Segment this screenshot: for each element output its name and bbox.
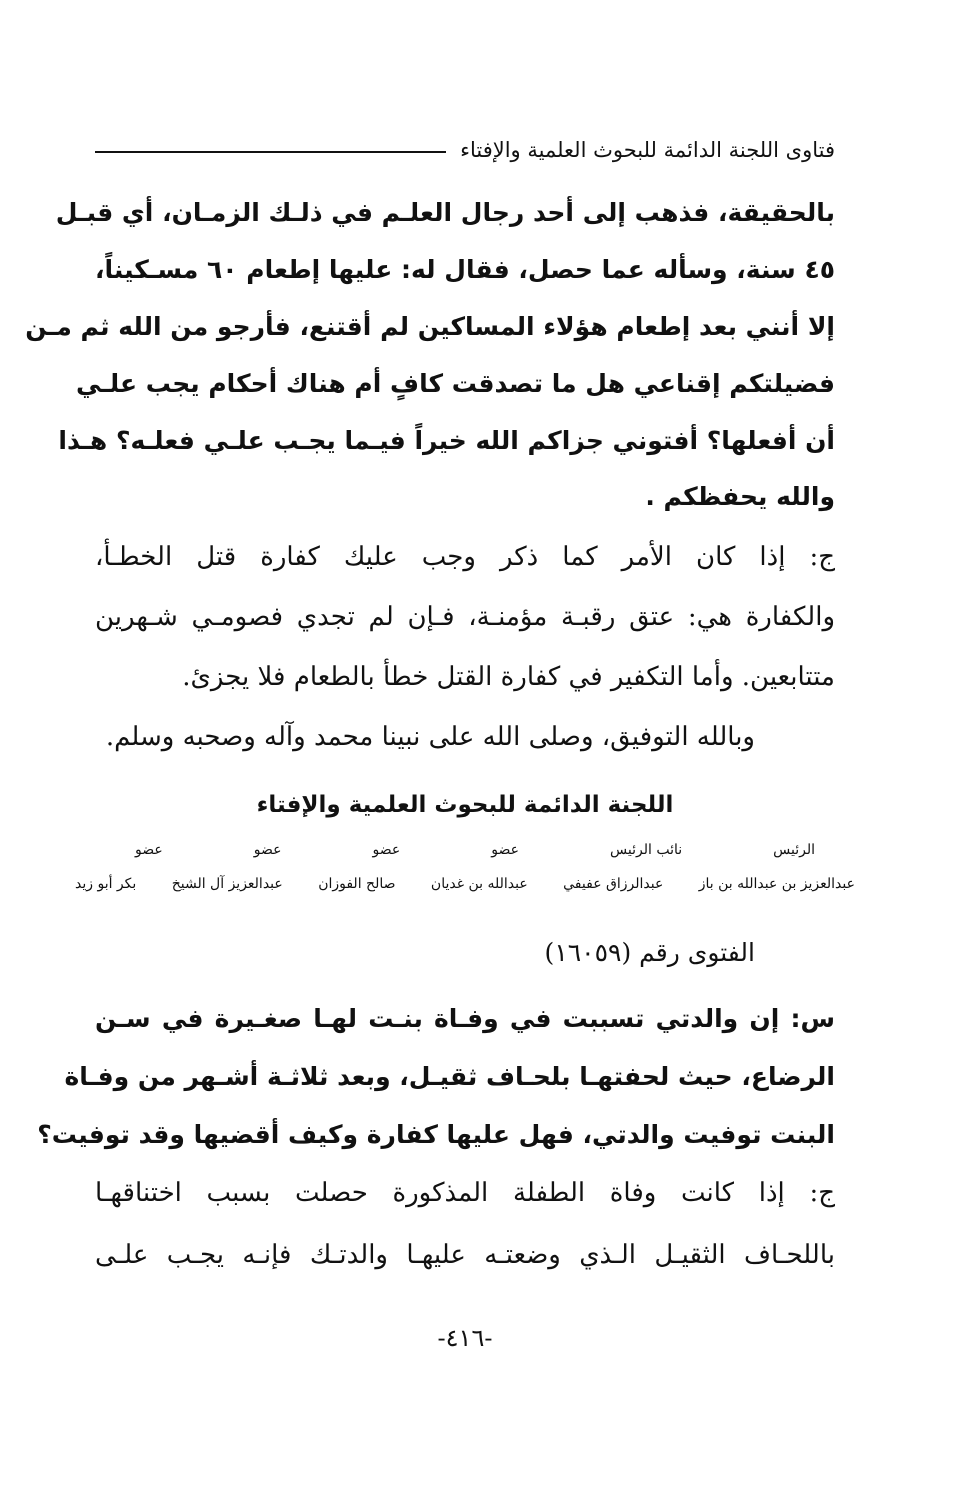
committee-members bbox=[75, 876, 855, 892]
answer-line: متتابعين. وأما التكفير في كفارة القتل خطأ بالطعام فلا يجزئ. bbox=[182, 662, 835, 692]
document-page bbox=[25, 120, 855, 1420]
page-number: -٤١٦- bbox=[437, 1324, 493, 1352]
question-line: والله يحفظكم . bbox=[645, 482, 835, 511]
member-name: بكر أبو زيد bbox=[75, 876, 137, 892]
question-line: س: إن والدتي تسببت في وفـاة بنـت لهـا صغـيرة في سـن bbox=[95, 1004, 835, 1033]
question-line: إلا أنني بعد إطعام هؤلاء المساكين لم أقتنع، فأرجو من الله ثم مـن bbox=[25, 312, 835, 341]
header-rule bbox=[95, 151, 446, 153]
answer-line: ج: إذا كانت وفاة الطفلة المذكورة حصلت بسبب اختناقهـا bbox=[95, 1178, 835, 1208]
running-header bbox=[95, 138, 835, 162]
member-name: عبدالعزيز آل الشيخ bbox=[171, 876, 283, 892]
role-label: عضو bbox=[135, 842, 163, 858]
question-line: فضيلتكم إقناعي هل ما تصدقت كافٍ أم هناك أحكام يجب علـي bbox=[75, 369, 835, 398]
role-label: عضو bbox=[372, 842, 401, 858]
committee-roles bbox=[135, 842, 815, 858]
question-line: البنت توفيت والدتي، فهل عليها كفارة وكيف أقضيها وقد توفيت؟ bbox=[37, 1120, 835, 1149]
header-title: فتاوى اللجنة الدائمة للبحوث العلمية والإفتاء bbox=[460, 138, 835, 162]
member-name: عبدالله بن غديان bbox=[430, 876, 528, 892]
committee-title: اللجنة الدائمة للبحوث العلمية والإفتاء bbox=[256, 792, 674, 818]
question-line: ٤٥ سنة، وسأله عما حصل، فقال له: عليها إطعام ٦٠ مسـكيناً، bbox=[95, 255, 835, 284]
role-label: الرئيس bbox=[773, 842, 815, 858]
member-name: عبدالرزاق عفيفي bbox=[563, 876, 664, 892]
answer-line: والكفارة هي: عتق رقبـة مؤمنـة، فـإن لم تجدي فصومـي شـهرين bbox=[95, 602, 836, 632]
answer-line: ج: إذا كان الأمر كما ذكر وجب عليك كفارة قتل الخطـأ، bbox=[95, 542, 835, 572]
question-line: بالحقيقة، فذهب إلى أحد رجال العلـم في ذلـك الزمـان، أي قبـل bbox=[55, 198, 835, 227]
answer-line: باللحـاف الثقيـل الـذي وضعتـه عليهـا والدتـك فإنـه يجـب علـى bbox=[95, 1240, 835, 1270]
member-name: صالح الفوزان bbox=[318, 876, 396, 892]
question-line: الرضاع، حيث لحفتهـا بلحـاف ثقيـل، وبعد ثلاثـة أشـهر من وفـاة bbox=[64, 1062, 835, 1091]
role-label: عضو bbox=[253, 842, 282, 858]
role-label: نائب الرئيس bbox=[610, 842, 683, 858]
question-line: أن أفعلها؟ أفتوني جزاكم الله خيراً فيـما يجـب علـي فعلـه؟ هـذا bbox=[58, 426, 835, 455]
member-name: عبدالعزيز بن عبدالله بن باز bbox=[698, 876, 855, 892]
closing-formula: وبالله التوفيق، وصلى الله على نبينا محمد وآله وصحبه وسلم. bbox=[105, 722, 755, 752]
fatwa-number: الفتوى رقم (١٦٠٥٩) bbox=[544, 938, 755, 967]
role-label: عضو bbox=[491, 842, 519, 858]
